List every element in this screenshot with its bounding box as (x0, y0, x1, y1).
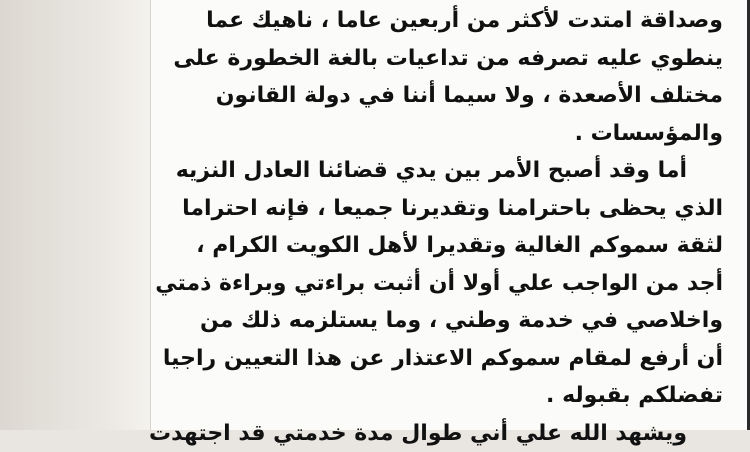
document-page (150, 0, 750, 430)
letter-body (163, 2, 723, 452)
text-line: أجد من الواجب علي أولا أن أثبت براءتي وبراءة ذمتي (163, 265, 723, 303)
text-line: ينطوي عليه تصرفه من تداعيات بالغة الخطورة على (163, 40, 723, 78)
text-line: مختلف الأصعدة ، ولا سيما أننا في دولة القانون (163, 77, 723, 115)
text-line: واخلاصي في خدمة وطني ، وما يستلزمه ذلك من (163, 302, 723, 340)
paragraph-start-line: ويشهد الله علي أني طوال مدة خدمتي قد اجتهدت (163, 415, 723, 452)
text-line: تفضلكم بقبوله . (163, 377, 723, 415)
text-line: الذي يحظى باحترامنا وتقديرنا جميعا ، فإنه احتراما (163, 190, 723, 228)
text-line: وصداقة امتدت لأكثر من أربعين عاما ، ناهيك عما (163, 2, 723, 40)
paragraph-start-line: أما وقد أصبح الأمر بين يدي قضائنا العادل النزيه (163, 152, 723, 190)
text-line: أن أرفع لمقام سموكم الاعتذار عن هذا التعيين راجيا (163, 340, 723, 378)
text-line: لثقة سموكم الغالية وتقديرا لأهل الكويت الكرام ، (163, 227, 723, 265)
text-line: والمؤسسات . (163, 115, 723, 153)
background-margin (0, 0, 150, 430)
